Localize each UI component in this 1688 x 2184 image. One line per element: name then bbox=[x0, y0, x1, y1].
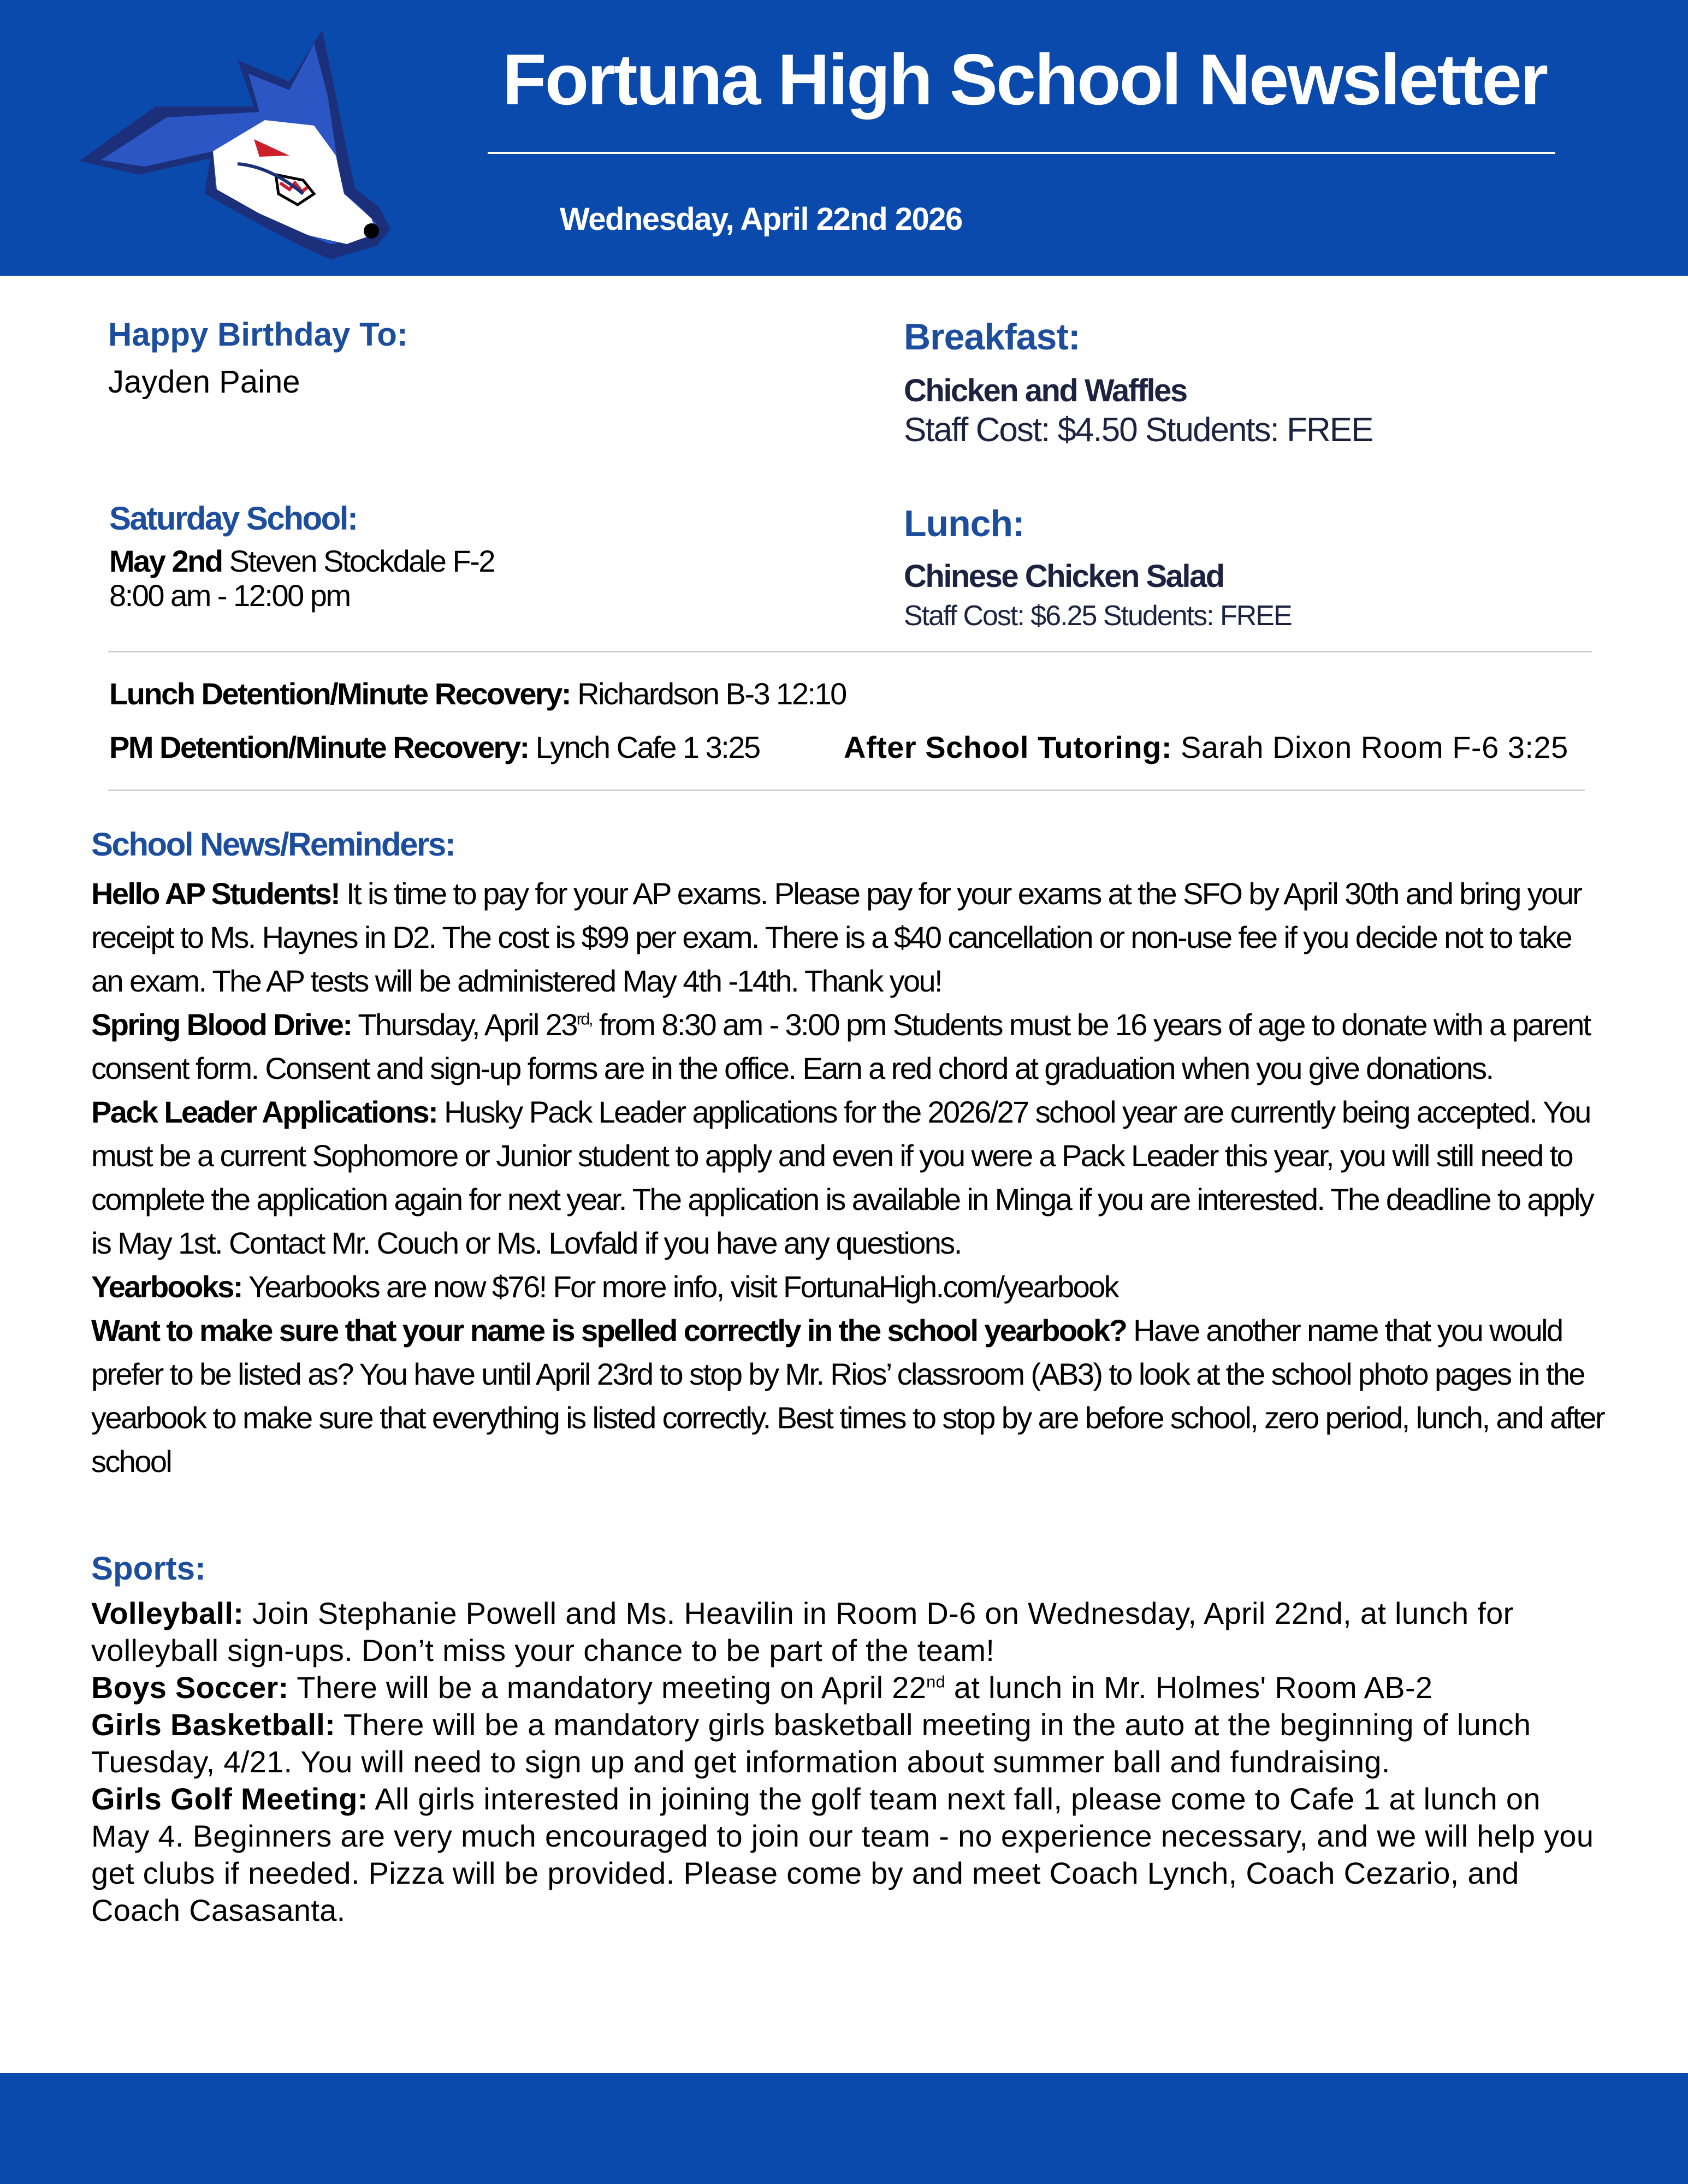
tutoring-label: After School Tutoring: bbox=[844, 730, 1172, 764]
sports-soccer-label: Boys Soccer: bbox=[91, 1670, 289, 1705]
sports-basketball-text: There will be a mandatory girls basketball meeting in the auto at the beginning of lunch Tuesday, 4/21. You will need to sign up and get information about summer ball and fundraising. bbox=[91, 1707, 1531, 1779]
footer-banner bbox=[0, 2073, 1688, 2184]
news-blood-label: Spring Blood Drive: bbox=[91, 1007, 352, 1042]
sports-soccer-text-a: There will be a mandatory meeting on April 22 bbox=[288, 1670, 927, 1705]
news-blood-sup: rd, bbox=[576, 1009, 592, 1029]
pm-detention-value: Lynch Cafe 1 3:25 bbox=[528, 730, 760, 764]
tutoring-line bbox=[844, 729, 1568, 765]
birthday-heading: Happy Birthday To: bbox=[108, 316, 408, 353]
news-yearbook-label: Yearbooks: bbox=[91, 1269, 242, 1304]
sports-golf-text: All girls interested in joining the golf team next fall, please come to Cafe 1 at lunch on May 4. Beginners are very much encouraged to join our team - no experience necessary, and we will help you get clubs if needed. Pizza will be provided. Please come by and meet Coach Lynch, Coach Cezario, and Coach Casasanta. bbox=[91, 1782, 1594, 1927]
sports-volleyball-text: Join Stephanie Powell and Ms. Heavilin in Room D-6 on Wednesday, April 22nd, at lunch for volleyball sign-ups. Don’t miss your chance to be part of the team! bbox=[91, 1596, 1514, 1667]
sports-golf-label: Girls Golf Meeting: bbox=[91, 1782, 368, 1816]
lunch-detention-line bbox=[109, 676, 846, 711]
pm-detention-line bbox=[109, 729, 760, 765]
birthday-name: Jayden Paine bbox=[108, 364, 300, 400]
lunch-cost: Staff Cost: $6.25 Students: FREE bbox=[904, 600, 1292, 632]
news-ap-label: Hello AP Students! bbox=[91, 876, 340, 911]
saturday-school-line bbox=[109, 543, 494, 579]
lunch-item: Chinese Chicken Salad bbox=[904, 559, 1224, 594]
news-heading: School News/Reminders: bbox=[91, 826, 455, 863]
sports-volleyball-label: Volleyball: bbox=[91, 1596, 244, 1630]
news-blood-text-b: from 8:30 am - 3:00 pm Students must be 16 years of age to donate with a parent consent form. Consent and sign-up forms are in the office. Earn a red chord at graduation when you give donations. bbox=[91, 1007, 1590, 1085]
news-blood-drive bbox=[91, 1003, 1604, 1090]
saturday-school-detail: Steven Stockdale F-2 bbox=[222, 544, 495, 578]
sports-body bbox=[91, 1595, 1604, 1929]
news-blood-text-a: Thursday, April 23 bbox=[351, 1007, 577, 1042]
header-banner bbox=[0, 0, 1688, 276]
sports-volleyball bbox=[91, 1595, 1604, 1669]
news-name-text: Have another name that you would prefer to be listed as? You have until April 23rd to stop by Mr. Rios’ classroom (AB3) to look at the school photo pages in the yearbook to make sure that everything is listed correctly. Best times to stop by are before school, zero period, lunch, and after school bbox=[91, 1313, 1604, 1479]
news-yearbook-name bbox=[91, 1309, 1604, 1483]
newsletter-date: Wednesday, April 22nd 2026 bbox=[560, 201, 962, 237]
lunch-detention-value: Richardson B-3 12:10 bbox=[570, 676, 846, 711]
lunch-detention-label: Lunch Detention/Minute Recovery: bbox=[109, 676, 571, 711]
news-pack-text: Husky Pack Leader applications for the 2026/27 school year are currently being accepted. You must be a current Sophomore or Junior student to apply and even if you were a Pack Leader this year, you will still need to complete the application again for next year. The application is available in Minga if you are interested. The deadline to apply is May 1st. Contact Mr. Couch or Ms. Lovfald if you have any questions. bbox=[91, 1095, 1594, 1260]
news-body bbox=[91, 872, 1604, 1483]
sports-basketball-label: Girls Basketball: bbox=[91, 1707, 336, 1742]
news-pack-label: Pack Leader Applications: bbox=[91, 1095, 437, 1129]
tutoring-value: Sarah Dixon Room F-6 3:25 bbox=[1172, 730, 1568, 764]
saturday-school-time: 8:00 am - 12:00 pm bbox=[109, 578, 350, 613]
sports-basketball bbox=[91, 1706, 1604, 1781]
newsletter-title: Fortuna High School Newsletter bbox=[502, 39, 1547, 120]
sports-soccer-sup: nd bbox=[926, 1672, 946, 1692]
pm-detention-label: PM Detention/Minute Recovery: bbox=[109, 730, 529, 764]
section-divider-top bbox=[108, 651, 1592, 652]
news-yearbooks bbox=[91, 1265, 1604, 1309]
husky-mascot-icon bbox=[74, 30, 390, 259]
lunch-heading: Lunch: bbox=[904, 503, 1024, 544]
sports-golf bbox=[91, 1781, 1604, 1929]
news-pack-leader bbox=[91, 1090, 1604, 1265]
header-divider bbox=[488, 152, 1555, 154]
sports-heading: Sports: bbox=[91, 1550, 206, 1587]
news-ap bbox=[91, 872, 1604, 1003]
news-name-label: Want to make sure that your name is spelled correctly in the school yearbook? bbox=[91, 1313, 1127, 1348]
section-divider-bottom bbox=[108, 790, 1585, 791]
breakfast-heading: Breakfast: bbox=[904, 316, 1080, 358]
saturday-school-heading: Saturday School: bbox=[109, 500, 357, 537]
breakfast-cost: Staff Cost: $4.50 Students: FREE bbox=[904, 411, 1373, 449]
breakfast-item: Chicken and Waffles bbox=[904, 373, 1187, 408]
sports-soccer-text-b: at lunch in Mr. Holmes' Room AB-2 bbox=[945, 1670, 1433, 1705]
sports-soccer bbox=[91, 1669, 1604, 1706]
news-ap-text: It is time to pay for your AP exams. Please pay for your exams at the SFO by April 30th and bring your receipt to Ms. Haynes in D2. The cost is $99 per exam. There is a $40 cancellation or non-use fee if you decide not to take an exam. The AP tests will be administered May 4th -14th. Thank you! bbox=[91, 876, 1582, 998]
saturday-school-date: May 2nd bbox=[109, 544, 222, 578]
news-yearbook-text: Yearbooks are now $76! For more info, visit FortunaHigh.com/yearbook bbox=[241, 1269, 1118, 1304]
